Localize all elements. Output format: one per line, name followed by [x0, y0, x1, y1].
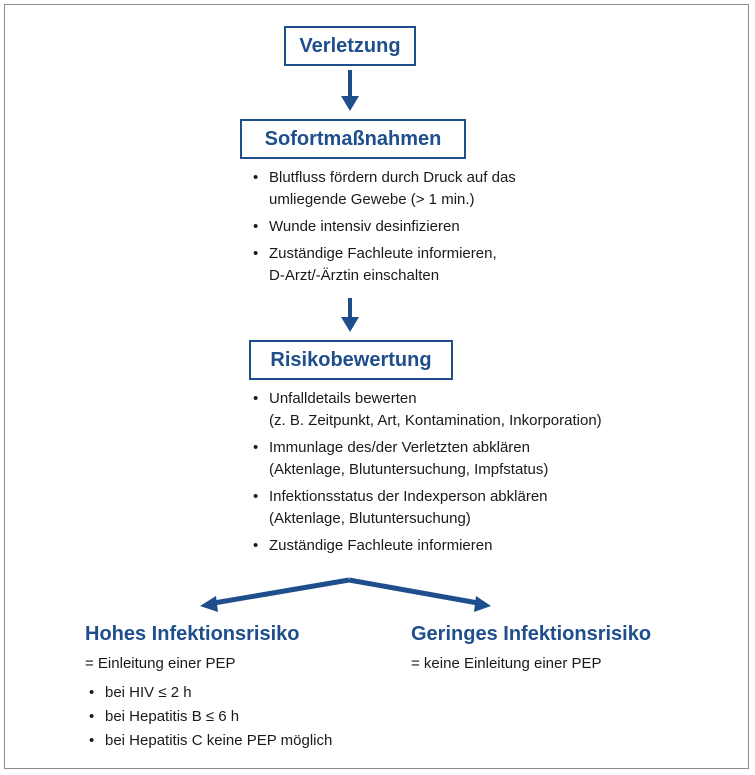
hohes-risiko-item	[85, 706, 332, 728]
arrowhead-sofort-risiko	[341, 317, 359, 332]
geringes-risiko-title: Geringes Infektionsrisiko	[411, 623, 652, 645]
bullet-icon: •	[89, 684, 95, 701]
sofortmassnahmen-item-text: Zuständige Fachleute informieren,	[269, 245, 497, 262]
hohes-risiko-item	[85, 682, 332, 704]
risikobewertung-item-text: Immunlage des/der Verletzten abklären	[269, 439, 530, 456]
hohes-risiko-item	[85, 730, 332, 752]
bullet-icon: •	[253, 169, 259, 186]
bullet-icon: •	[89, 708, 95, 725]
bullet-icon: •	[253, 439, 259, 456]
risikobewertung-item-text: Unfalldetails bewerten	[269, 390, 417, 407]
hohes-risiko-list	[85, 682, 332, 754]
sofortmassnahmen-item-text: umliegende Gewebe (> 1 min.)	[269, 191, 475, 208]
geringes-risiko-subtitle: = keine Einleitung einer PEP	[411, 655, 602, 672]
arrowhead-split-left	[200, 596, 218, 612]
box-sofortmassnahmen	[240, 119, 466, 159]
bullet-icon: •	[253, 218, 259, 235]
risikobewertung-item-text: (Aktenlage, Blutuntersuchung, Impfstatus)	[269, 461, 549, 478]
risikobewertung-item	[249, 535, 602, 557]
risikobewertung-item	[249, 388, 602, 432]
bullet-icon: •	[253, 488, 259, 505]
sofortmassnahmen-item	[249, 167, 516, 211]
risikobewertung-item	[249, 486, 602, 530]
risikobewertung-item-text: (Aktenlage, Blutuntersuchung)	[269, 510, 471, 527]
risikobewertung-item-text: Infektionsstatus der Indexperson abklären	[269, 488, 548, 505]
sofortmassnahmen-item	[249, 216, 516, 238]
risikobewertung-list	[249, 388, 602, 562]
bullet-icon: •	[253, 390, 259, 407]
arrowhead-split-right	[474, 596, 491, 612]
box-risikobewertung-label: Risikobewertung	[270, 348, 432, 371]
risikobewertung-item-text: (z. B. Zeitpunkt, Art, Kontamination, Inkorporation)	[269, 412, 602, 429]
sofortmassnahmen-item-text: Blutfluss fördern durch Druck auf das	[269, 169, 516, 186]
risikobewertung-item	[249, 437, 602, 481]
hohes-risiko-item-text: bei HIV ≤ 2 h	[105, 684, 192, 701]
box-verletzung-label: Verletzung	[299, 34, 401, 57]
sofortmassnahmen-item-text: Wunde intensiv desinfizieren	[269, 218, 460, 235]
sofortmassnahmen-item	[249, 243, 516, 287]
hohes-risiko-subtitle: = Einleitung einer PEP	[85, 655, 236, 672]
hohes-risiko-item-text: bei Hepatitis C keine PEP möglich	[105, 732, 333, 749]
hohes-risiko-item-text: bei Hepatitis B ≤ 6 h	[105, 708, 240, 725]
box-risikobewertung	[249, 340, 453, 380]
arrowhead-verletzung-sofort	[341, 96, 359, 111]
arrow-split-right	[349, 580, 478, 603]
hohes-risiko-title: Hohes Infektionsrisiko	[85, 623, 300, 645]
sofortmassnahmen-item-text: D-Arzt/-Ärztin einschalten	[269, 267, 440, 284]
risikobewertung-item-text: Zuständige Fachleute informieren	[269, 537, 493, 554]
sofortmassnahmen-list	[249, 167, 516, 292]
bullet-icon: •	[89, 732, 95, 749]
bullet-icon: •	[253, 537, 259, 554]
bullet-icon: •	[253, 245, 259, 262]
box-sofortmassnahmen-label: Sofortmaßnahmen	[264, 127, 442, 150]
arrow-split-left	[214, 580, 349, 603]
box-verletzung	[284, 26, 416, 66]
